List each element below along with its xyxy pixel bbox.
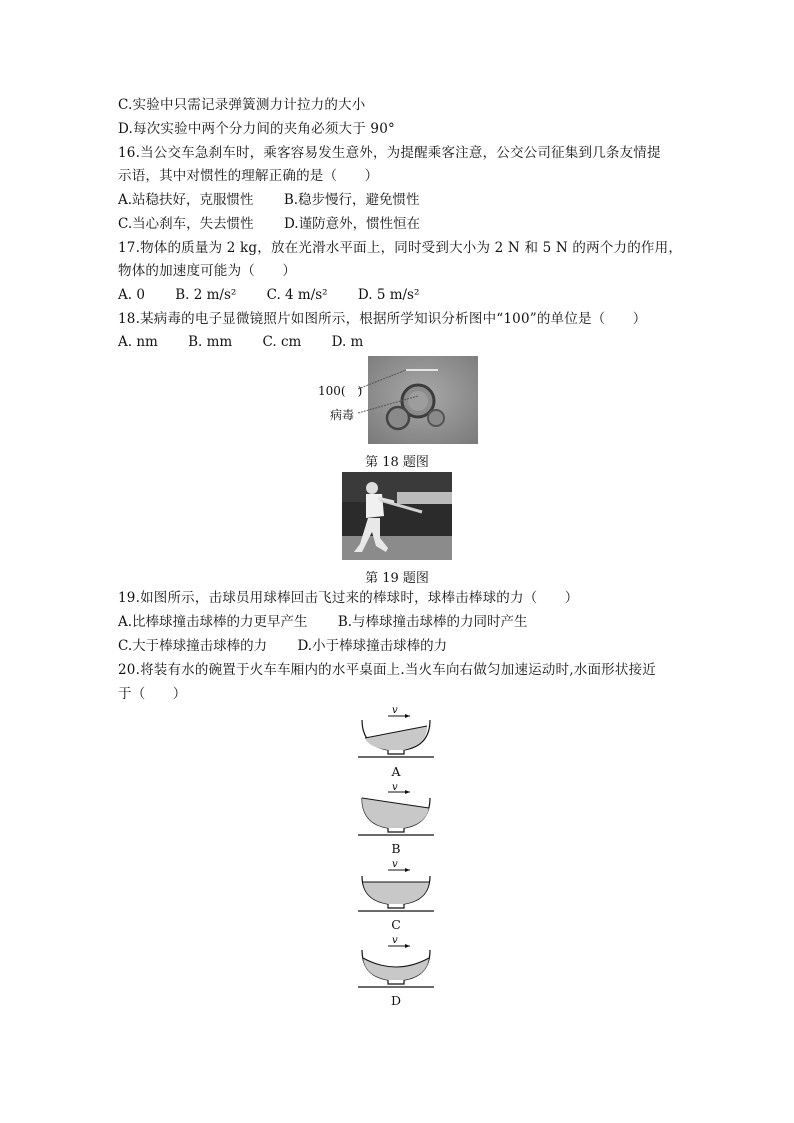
bowl-b-diagram bbox=[358, 782, 434, 838]
q18-option-a: A. nm bbox=[118, 334, 158, 350]
bowl-figure-a bbox=[358, 704, 434, 760]
question-19-options-row1 bbox=[118, 613, 528, 631]
q18-option-d: D. m bbox=[331, 334, 364, 350]
question-16-options-row1 bbox=[118, 191, 420, 209]
bowl-c-diagram bbox=[358, 858, 434, 914]
option-d-prev: D.每次实验中两个分力间的夹角必须大于 90° bbox=[118, 121, 395, 137]
bowl-label-b: B bbox=[391, 841, 401, 856]
question-17-options bbox=[118, 286, 419, 304]
q19-option-c: C.大于棒球撞击球棒的力 bbox=[118, 638, 268, 654]
q16-option-a: A.站稳扶好，克服惯性 bbox=[118, 192, 254, 208]
q17-option-c: C. 4 m/s² bbox=[266, 287, 328, 303]
q19-option-d: D.小于棒球撞击球棒的力 bbox=[297, 638, 448, 654]
q19-option-b: B.与棒球撞击球棒的力同时产生 bbox=[337, 614, 528, 630]
q16-option-b: B.稳步慢行，避免惯性 bbox=[283, 192, 420, 208]
velocity-label-b: v bbox=[392, 782, 398, 793]
q19-option-a: A.比棒球撞击球棒的力更早产生 bbox=[118, 614, 308, 630]
velocity-label-c: v bbox=[392, 859, 398, 870]
q17-option-a: A. 0 bbox=[118, 287, 145, 303]
question-19-options-row2 bbox=[118, 637, 447, 655]
question-19-line: 19.如图所示，击球员用球棒回击飞过来的棒球时，球棒击棒球的力（ ） bbox=[118, 590, 579, 606]
virus-micrograph bbox=[318, 356, 478, 444]
figure-18-caption: 第 18 题图 bbox=[365, 455, 429, 470]
batter-photo bbox=[342, 472, 452, 560]
q16-option-d: D.谨防意外，惯性恒在 bbox=[283, 216, 421, 232]
option-c-prev: C.实验中只需记录弹簧测力计拉力的大小 bbox=[118, 97, 366, 113]
bowl-figure-b bbox=[358, 782, 434, 838]
figure-19-caption: 第 19 题图 bbox=[365, 571, 429, 586]
q16-option-c: C.当心刹车，失去惯性 bbox=[118, 216, 254, 232]
velocity-label-d: v bbox=[392, 935, 398, 946]
virus-label: 病毒 bbox=[330, 408, 355, 422]
question-18-line: 18.某病毒的电子显微镜照片如图所示，根据所学知识分析图中“100”的单位是（ ） bbox=[118, 311, 647, 327]
figure-19 bbox=[342, 472, 452, 560]
question-17-line2: 物体的加速度可能为（ ） bbox=[118, 263, 297, 279]
question-20-line2: 于（ ） bbox=[118, 686, 187, 702]
q17-option-b: B. 2 m/s² bbox=[175, 287, 237, 303]
bowl-a-diagram bbox=[358, 704, 434, 760]
question-16-line2: 示语，其中对惯性的理解正确的是（ ） bbox=[118, 168, 379, 184]
question-16-line1: 16.当公交车急刹车时，乘客容易发生意外，为提醒乘客注意，公交公司征集到几条友情提 bbox=[118, 145, 661, 161]
bowl-figure-d bbox=[358, 934, 434, 990]
bowl-label-d: D bbox=[390, 993, 402, 1008]
bowl-label-c: C bbox=[391, 917, 401, 932]
question-16-options-row2 bbox=[118, 215, 420, 233]
bowl-figure-c bbox=[358, 858, 434, 914]
q18-option-b: B. mm bbox=[188, 334, 233, 350]
scale-label-100: 100( ) bbox=[318, 384, 363, 398]
bowl-label-a: A bbox=[391, 764, 401, 779]
figure-18 bbox=[318, 356, 478, 444]
question-20-line1: 20.将装有水的碗置于火车车厢内的水平桌面上.当火车向右做匀加速运动时,水面形状接近 bbox=[118, 662, 656, 678]
bowl-d-diagram bbox=[358, 934, 434, 990]
question-18-options bbox=[118, 333, 363, 351]
q17-option-d: D. 5 m/s² bbox=[357, 287, 420, 303]
velocity-label-a: v bbox=[392, 705, 398, 716]
question-17-line1: 17.物体的质量为 2 kg，放在光滑水平面上，同时受到大小为 2 N 和 5 N 的两个力的作用， bbox=[118, 240, 683, 256]
q18-option-c: C. cm bbox=[262, 334, 302, 350]
